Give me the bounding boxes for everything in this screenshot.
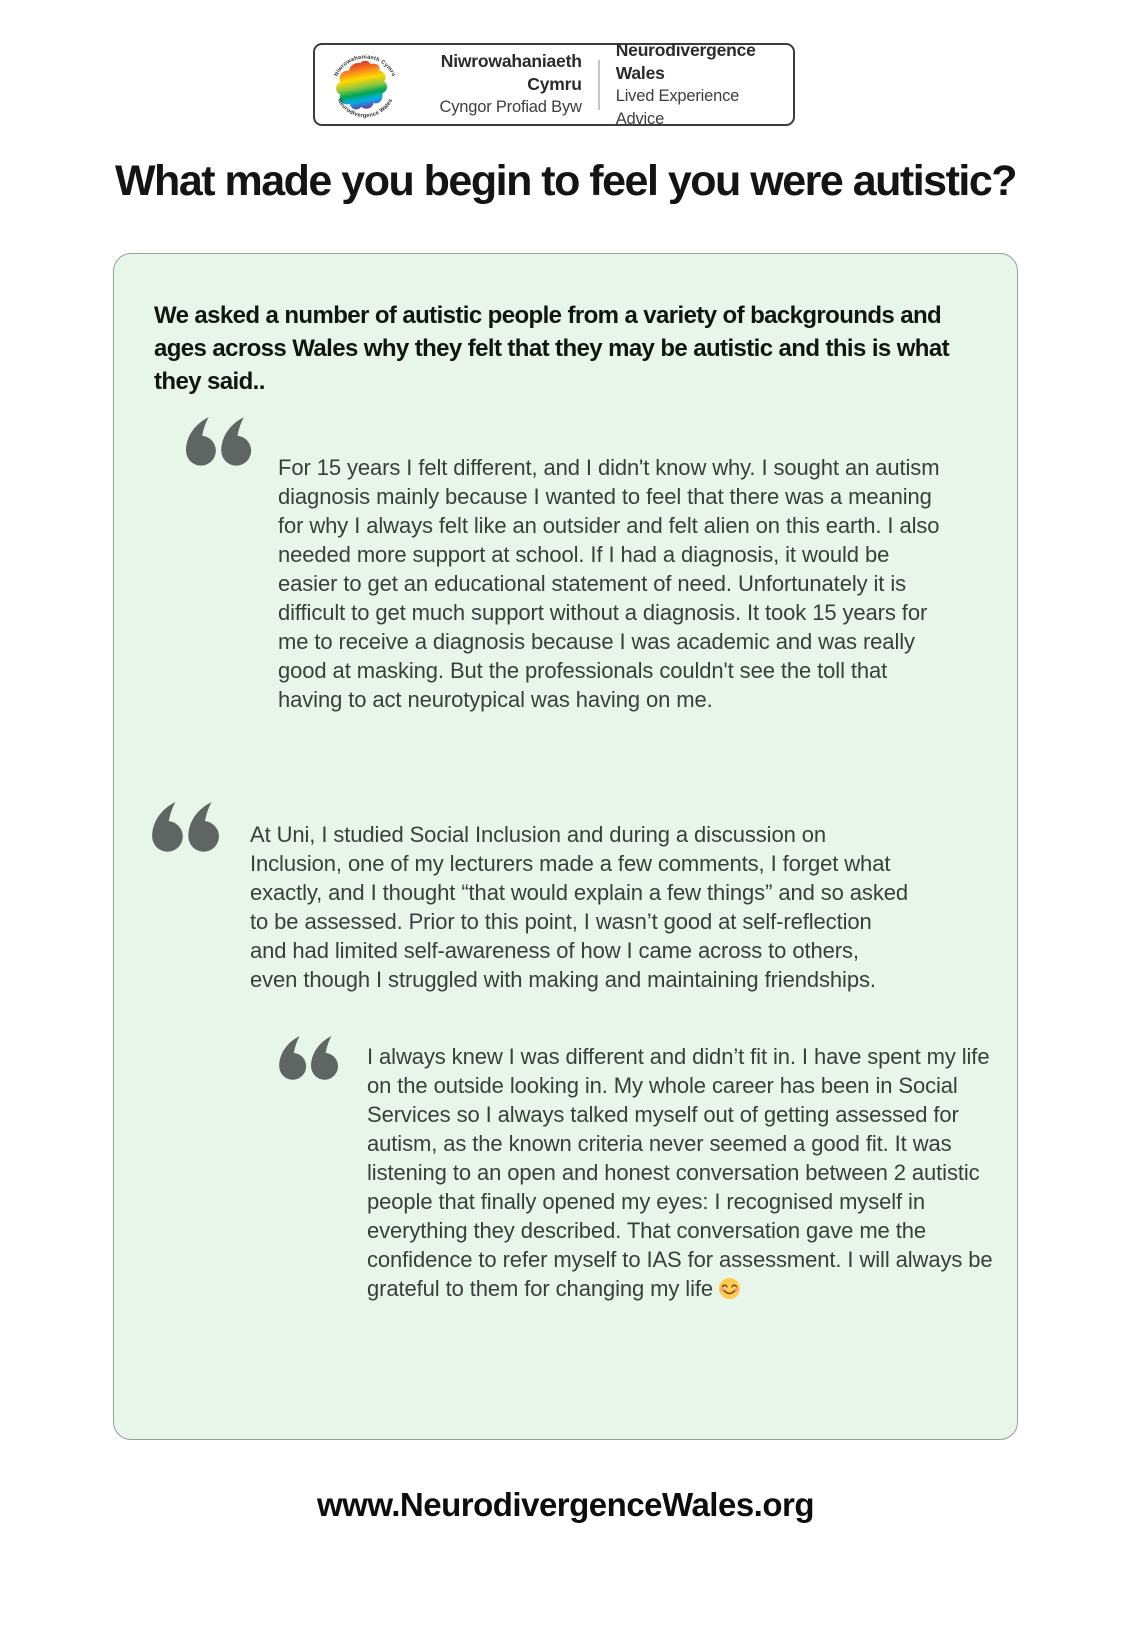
logo-arc-text-top: Niwrowahaniaeth Cymru	[333, 53, 397, 78]
logo-org-name-welsh: Niwrowahaniaeth Cymru	[440, 51, 582, 94]
quote-text-3-body: I always knew I was different and didn’t fit in. I have spent my life on the outside looking in. My whole career has been in Social Services so I always talked myself out of getting assessed for autism, as the known criteria never seemed a good fit. It was listening to an open and honest conversation between 2 autistic people that finally opened my eyes: I recognised myself in everything they described. That conversation gave me the confidence to refer myself to IAS for assessment. I will always be grateful to them for changing my life	[367, 1044, 993, 1301]
logo-arc-text-bottom: Neurodivergence Wales	[335, 97, 395, 119]
intro-text: We asked a number of autistic people from a variety of backgrounds and ages across Wales why they felt that they may be autistic and this is what they said..	[154, 302, 949, 395]
page-title: What made you begin to feel you were autistic?	[114, 157, 1017, 205]
logo-english-column	[616, 39, 779, 131]
quote-block-1	[186, 417, 997, 714]
logo-divider	[598, 60, 600, 110]
logo-tagline-english: Lived Experience Advice	[615, 86, 740, 128]
open-quote-icon	[152, 802, 220, 852]
quote-text-1: For 15 years I felt different, and I didn't know why. I sought an autism diagnosis mainly because I wanted to feel that there was a meaning for why I always felt like an outsider and felt alien on this earth. I also needed more support at school. If I had a diagnosis, it would be easier to get an educational statement of need. Unfortunately it is difficult to get much support without a diagnosis. It took 15 years for me to receive a diagnosis because I was academic and was really good at masking. But the professionals couldn't see the toll that having to act neurotypical was having on me.	[278, 455, 940, 712]
quotes-panel	[113, 253, 1018, 1440]
logo-banner	[313, 39, 795, 128]
quote-block-2	[152, 802, 997, 994]
open-quote-icon	[279, 1036, 339, 1080]
logo-tagline-welsh: Cyngor Profiad Byw	[439, 98, 582, 116]
quote-text-2: At Uni, I studied Social Inclusion and during a discussion on Inclusion, one of my lecturers made a few comments, I forget what exactly, and I thought “that would explain a few things” and so asked to be assessed. Prior to this point, I wasn’t good at self-reflection and had limited self-awareness of how I came across to others, even though I struggled with making and maintaining friendships.	[250, 822, 908, 992]
neurodivergence-wales-logo-icon	[329, 49, 401, 121]
logo-org-name-english: Neurodivergence Wales	[615, 39, 756, 83]
open-quote-icon	[186, 417, 252, 466]
logo-welsh-column	[413, 50, 582, 119]
quote-text-3	[367, 1042, 997, 1303]
quote-block-3	[279, 1036, 997, 1303]
poster-page	[0, 39, 1131, 1643]
smiling-face-emoji-icon	[718, 1277, 741, 1300]
website-url: www.NeurodivergenceWales.org	[316, 1486, 815, 1523]
